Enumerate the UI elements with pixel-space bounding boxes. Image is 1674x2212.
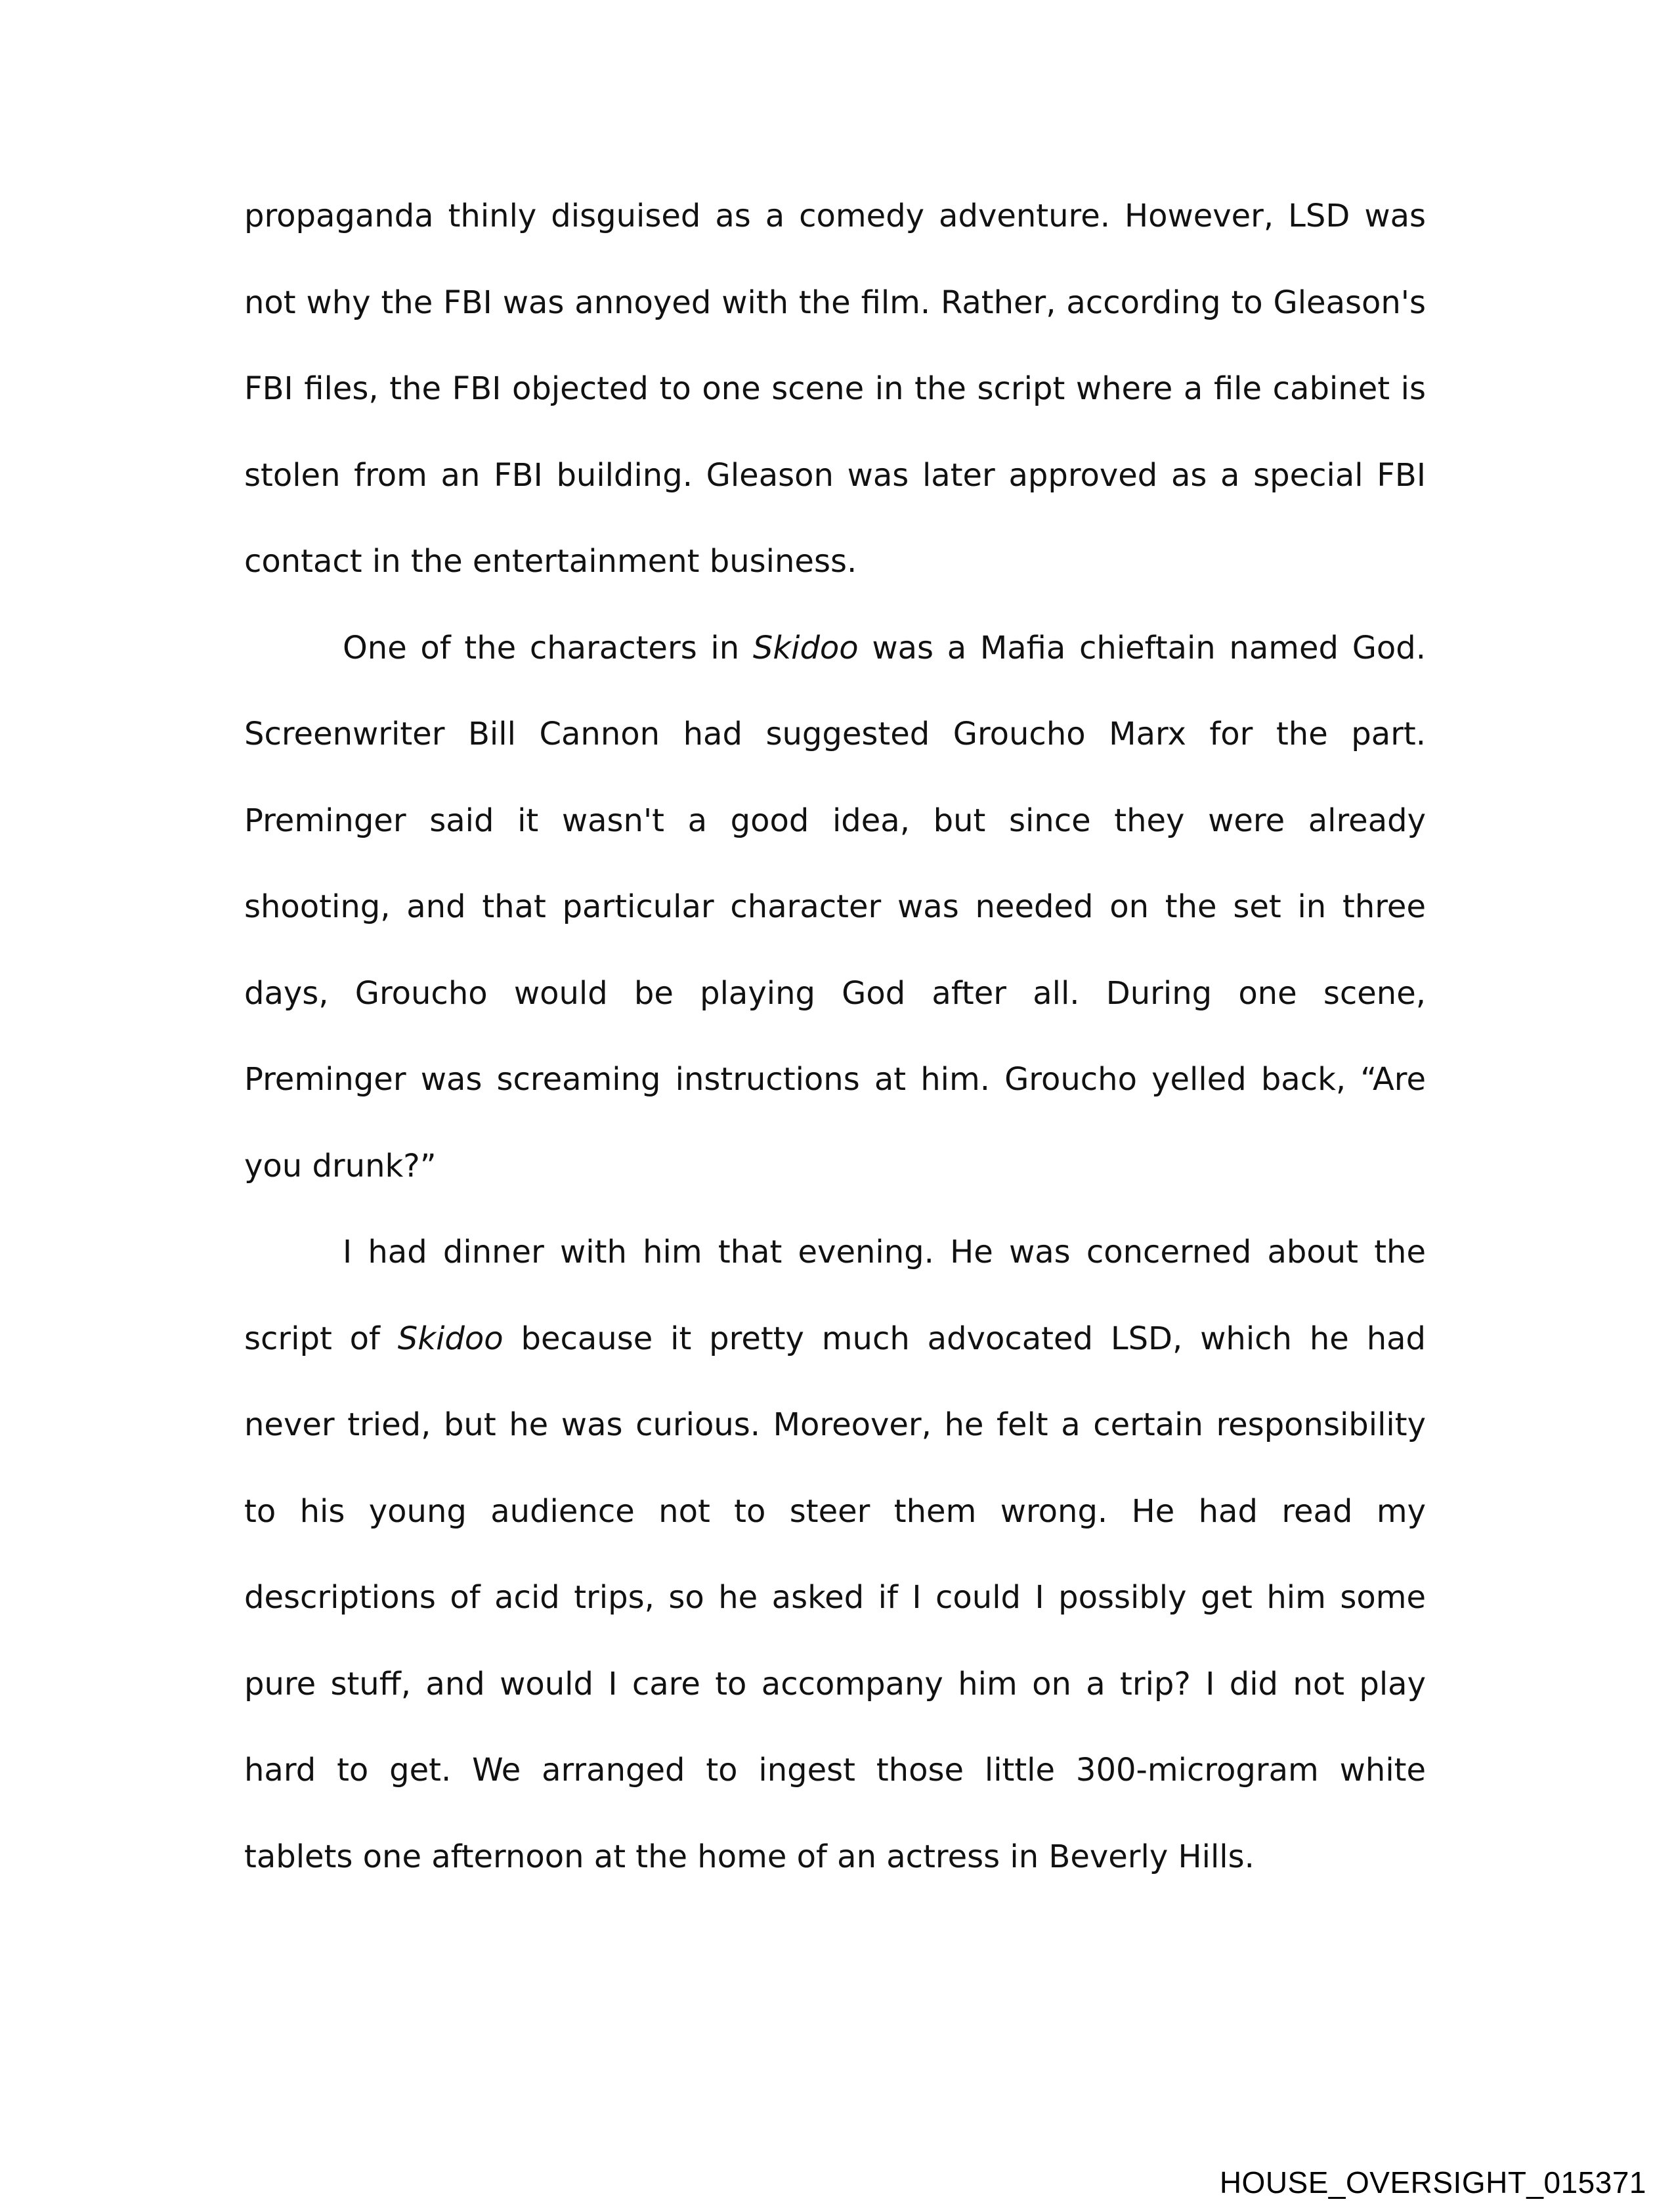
paragraph-2-text-end: was a Mafia chieftain named God. Screenwriter Bill Cannon had suggested Groucho Marx for the part. Preminger said it wasn't a good idea, but since they were already shooting, and that particular character was needed on the set in three days, Groucho would be playing God after all. During one scene, Preminger was screaming instructions at him. Groucho yelled back, “Are you drunk?” bbox=[244, 629, 1426, 1184]
paragraph-3-text-start: I had dinner with him that evening. He was concerned about the script of bbox=[244, 1234, 1426, 1357]
paragraph-1-text: propaganda thinly disguised as a comedy adventure. However, LSD was not why the FBI was annoyed with the film. Rather, according to Gleason's FBI files, the FBI objected to one scene in the script where a file cabinet is stolen from an FBI building. Gleason was later approved as a special FBI contact in the entertainment business. bbox=[244, 198, 1426, 580]
film-title-skidoo: Skidoo bbox=[397, 1320, 504, 1357]
paragraph-2 bbox=[244, 605, 1426, 1210]
paragraph-3 bbox=[244, 1209, 1426, 1900]
bates-document-id: HOUSE_OVERSIGHT_015371 bbox=[1219, 2165, 1646, 2200]
document-body bbox=[244, 173, 1426, 1900]
paragraph-3-text-end: because it pretty much advocated LSD, which he had never tried, but he was curious. Moreover, he felt a certain responsibility to his young audience not to steer them wrong. He had read my descriptions of acid trips, so he asked if I could I possibly get him some pure stuff, and would I care to accompany him on a trip? I did not play hard to get. We arranged to ingest those little 300-microgram white tablets one afternoon at the home of an actress in Beverly Hills. bbox=[244, 1320, 1426, 1875]
paragraph-1 bbox=[244, 173, 1426, 605]
film-title-skidoo: Skidoo bbox=[752, 629, 859, 666]
paragraph-2-text-start: One of the characters in bbox=[343, 629, 753, 666]
